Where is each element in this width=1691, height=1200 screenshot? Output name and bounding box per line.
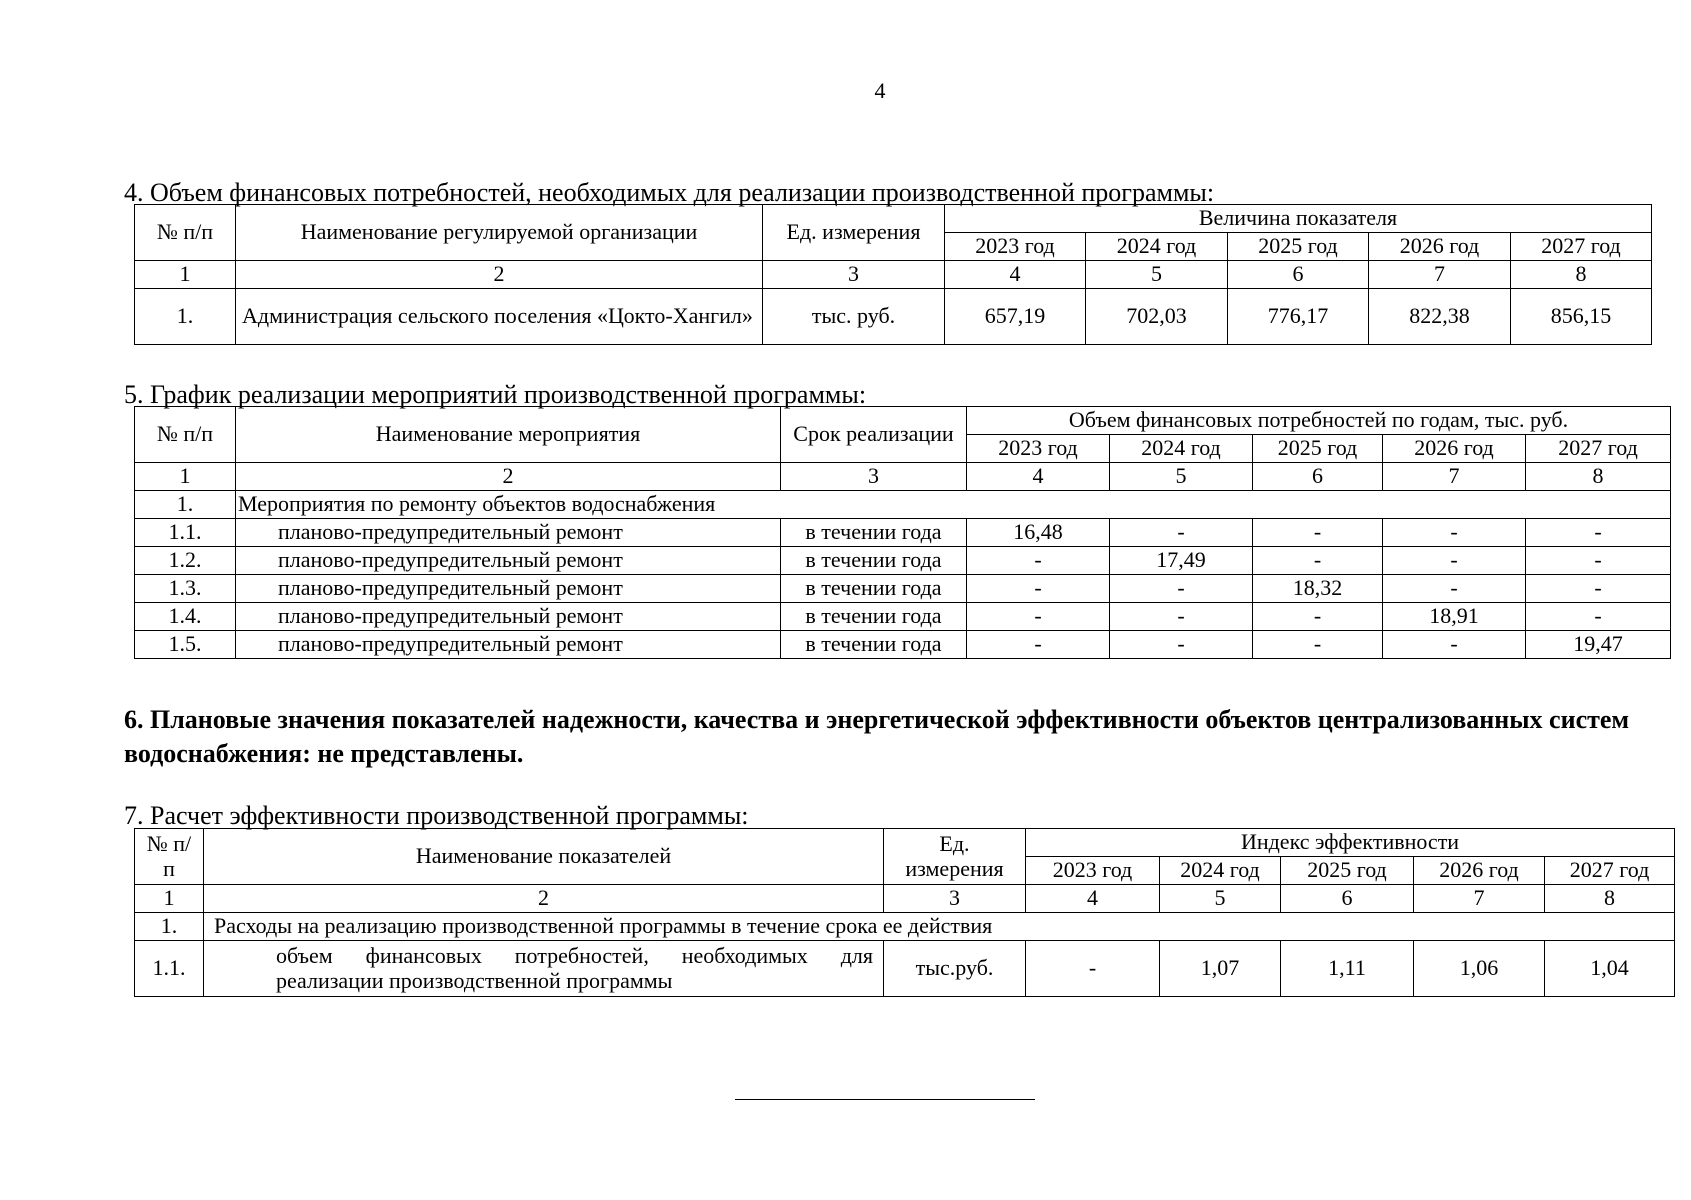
row-value: 1,11 bbox=[1281, 941, 1414, 997]
column-number: 8 bbox=[1511, 261, 1652, 289]
row-value: 18,32 bbox=[1253, 575, 1383, 603]
row-indicator-name: объем финансовых потребностей, необходимых для реализации производственной программы bbox=[204, 941, 884, 997]
column-number: 2 bbox=[236, 463, 781, 491]
row-value: 1,06 bbox=[1414, 941, 1545, 997]
row-unit: тыс. руб. bbox=[763, 289, 945, 345]
header-efficiency-group: Индекс эффективности bbox=[1026, 829, 1675, 857]
table-row bbox=[135, 575, 1671, 603]
row-value: - bbox=[1253, 631, 1383, 659]
row-value: - bbox=[1110, 603, 1253, 631]
table-row bbox=[135, 519, 1671, 547]
footer-divider bbox=[735, 1099, 1035, 1100]
header-year: 2027 год bbox=[1545, 857, 1675, 885]
table-row bbox=[135, 941, 1675, 997]
row-value: - bbox=[1526, 603, 1671, 631]
row-value: - bbox=[1383, 575, 1526, 603]
column-number: 2 bbox=[236, 261, 763, 289]
group-row-num: 1. bbox=[135, 491, 236, 519]
table-row bbox=[135, 631, 1671, 659]
header-num: № п/п bbox=[135, 407, 236, 463]
column-number: 6 bbox=[1253, 463, 1383, 491]
section5-title: 5. График реализации мероприятий производственной программы: bbox=[124, 380, 867, 409]
header-unit: Ед. измерения bbox=[763, 205, 945, 261]
header-year: 2025 год bbox=[1281, 857, 1414, 885]
efficiency-table bbox=[134, 828, 1675, 997]
row-value: - bbox=[967, 603, 1110, 631]
row-unit: тыс.руб. bbox=[884, 941, 1026, 997]
section7-title: 7. Расчет эффективности производственной программы: bbox=[124, 801, 749, 830]
row-value: - bbox=[967, 547, 1110, 575]
header-year: 2026 год bbox=[1383, 435, 1526, 463]
row-value: 19,47 bbox=[1526, 631, 1671, 659]
row-value: - bbox=[1026, 941, 1160, 997]
row-num: 1.5. bbox=[135, 631, 236, 659]
column-number: 4 bbox=[1026, 885, 1160, 913]
row-value: 657,19 bbox=[945, 289, 1086, 345]
row-value: - bbox=[967, 575, 1110, 603]
row-value: - bbox=[1110, 631, 1253, 659]
row-num: 1.4. bbox=[135, 603, 236, 631]
section4-title: 4. Объем финансовых потребностей, необходимых для реализации производственной программы: bbox=[124, 178, 1215, 207]
column-number-row bbox=[135, 885, 1675, 913]
row-value: 18,91 bbox=[1383, 603, 1526, 631]
column-number: 5 bbox=[1160, 885, 1281, 913]
column-number: 6 bbox=[1228, 261, 1369, 289]
table-row bbox=[135, 547, 1671, 575]
group-row bbox=[135, 913, 1675, 941]
column-number: 8 bbox=[1545, 885, 1675, 913]
group-row bbox=[135, 491, 1671, 519]
header-org-name: Наименование регулируемой организации bbox=[236, 205, 763, 261]
header-year: 2024 год bbox=[1086, 233, 1228, 261]
column-number: 7 bbox=[1414, 885, 1545, 913]
row-value: - bbox=[1383, 547, 1526, 575]
column-number: 3 bbox=[884, 885, 1026, 913]
column-number: 1 bbox=[135, 261, 236, 289]
header-event-name: Наименование мероприятия bbox=[236, 407, 781, 463]
row-value: - bbox=[1526, 547, 1671, 575]
row-value: - bbox=[1526, 519, 1671, 547]
column-number: 1 bbox=[135, 885, 204, 913]
row-value: - bbox=[1383, 631, 1526, 659]
schedule-table bbox=[134, 406, 1671, 659]
column-number-row bbox=[135, 463, 1671, 491]
row-term: в течении года bbox=[781, 631, 967, 659]
row-org-name: Администрация сельского поселения «Цокто-Хангил» bbox=[236, 289, 763, 345]
row-value: - bbox=[1253, 519, 1383, 547]
row-value: - bbox=[967, 631, 1110, 659]
column-number: 7 bbox=[1383, 463, 1526, 491]
row-event-name: планово-предупредительный ремонт bbox=[236, 603, 781, 631]
header-year: 2027 год bbox=[1526, 435, 1671, 463]
header-num: № п/п bbox=[135, 205, 236, 261]
row-event-name: планово-предупредительный ремонт bbox=[236, 575, 781, 603]
row-value: - bbox=[1110, 519, 1253, 547]
header-year: 2025 год bbox=[1253, 435, 1383, 463]
table-row bbox=[135, 603, 1671, 631]
header-year: 2024 год bbox=[1110, 435, 1253, 463]
column-number: 4 bbox=[945, 261, 1086, 289]
row-term: в течении года bbox=[781, 575, 967, 603]
row-event-name: планово-предупредительный ремонт bbox=[236, 547, 781, 575]
group-row-name: Расходы на реализацию производственной программы в течение срока ее действия bbox=[204, 913, 1675, 941]
header-year: 2026 год bbox=[1369, 233, 1511, 261]
header-year: 2023 год bbox=[945, 233, 1086, 261]
column-number: 3 bbox=[763, 261, 945, 289]
row-value: 702,03 bbox=[1086, 289, 1228, 345]
row-value: - bbox=[1253, 547, 1383, 575]
column-number: 7 bbox=[1369, 261, 1511, 289]
header-num: № п/п bbox=[135, 829, 204, 885]
column-number: 5 bbox=[1110, 463, 1253, 491]
section6-text: 6. Плановые значения показателей надежности, качества и энергетической эффективности объектов централизованных систем водоснабжения: не представлены. bbox=[124, 705, 1630, 768]
header-value-group: Величина показателя bbox=[945, 205, 1652, 233]
header-unit: Ед. измерения bbox=[884, 829, 1026, 885]
financial-needs-table bbox=[134, 204, 1652, 345]
column-number: 1 bbox=[135, 463, 236, 491]
header-year: 2023 год bbox=[1026, 857, 1160, 885]
table-row bbox=[135, 289, 1652, 345]
row-term: в течении года bbox=[781, 547, 967, 575]
column-number: 3 bbox=[781, 463, 967, 491]
header-year: 2025 год bbox=[1228, 233, 1369, 261]
header-volume-group: Объем финансовых потребностей по годам, тыс. руб. bbox=[967, 407, 1671, 435]
row-value: 16,48 bbox=[967, 519, 1110, 547]
header-year: 2023 год bbox=[967, 435, 1110, 463]
row-value: 822,38 bbox=[1369, 289, 1511, 345]
group-row-name: Мероприятия по ремонту объектов водоснабжения bbox=[236, 491, 1671, 519]
header-term: Срок реализации bbox=[781, 407, 967, 463]
column-number: 4 bbox=[967, 463, 1110, 491]
column-number-row bbox=[135, 261, 1652, 289]
row-num: 1.3. bbox=[135, 575, 236, 603]
column-number: 2 bbox=[204, 885, 884, 913]
row-value: 856,15 bbox=[1511, 289, 1652, 345]
header-year: 2026 год bbox=[1414, 857, 1545, 885]
header-year: 2024 год bbox=[1160, 857, 1281, 885]
row-event-name: планово-предупредительный ремонт bbox=[236, 519, 781, 547]
group-row-num: 1. bbox=[135, 913, 204, 941]
row-value: 17,49 bbox=[1110, 547, 1253, 575]
row-value: 1,04 bbox=[1545, 941, 1675, 997]
row-num: 1. bbox=[135, 289, 236, 345]
header-year: 2027 год bbox=[1511, 233, 1652, 261]
row-value: - bbox=[1253, 603, 1383, 631]
column-number: 8 bbox=[1526, 463, 1671, 491]
row-event-name: планово-предупредительный ремонт bbox=[236, 631, 781, 659]
row-value: 1,07 bbox=[1160, 941, 1281, 997]
row-num: 1.2. bbox=[135, 547, 236, 575]
page-number: 4 bbox=[874, 78, 886, 103]
row-num: 1.1. bbox=[135, 519, 236, 547]
column-number: 5 bbox=[1086, 261, 1228, 289]
row-term: в течении года bbox=[781, 603, 967, 631]
row-value: - bbox=[1526, 575, 1671, 603]
row-term: в течении года bbox=[781, 519, 967, 547]
row-value: - bbox=[1383, 519, 1526, 547]
header-indicator-name: Наименование показателей bbox=[204, 829, 884, 885]
row-num: 1.1. bbox=[135, 941, 204, 997]
row-value: - bbox=[1110, 575, 1253, 603]
column-number: 6 bbox=[1281, 885, 1414, 913]
row-value: 776,17 bbox=[1228, 289, 1369, 345]
